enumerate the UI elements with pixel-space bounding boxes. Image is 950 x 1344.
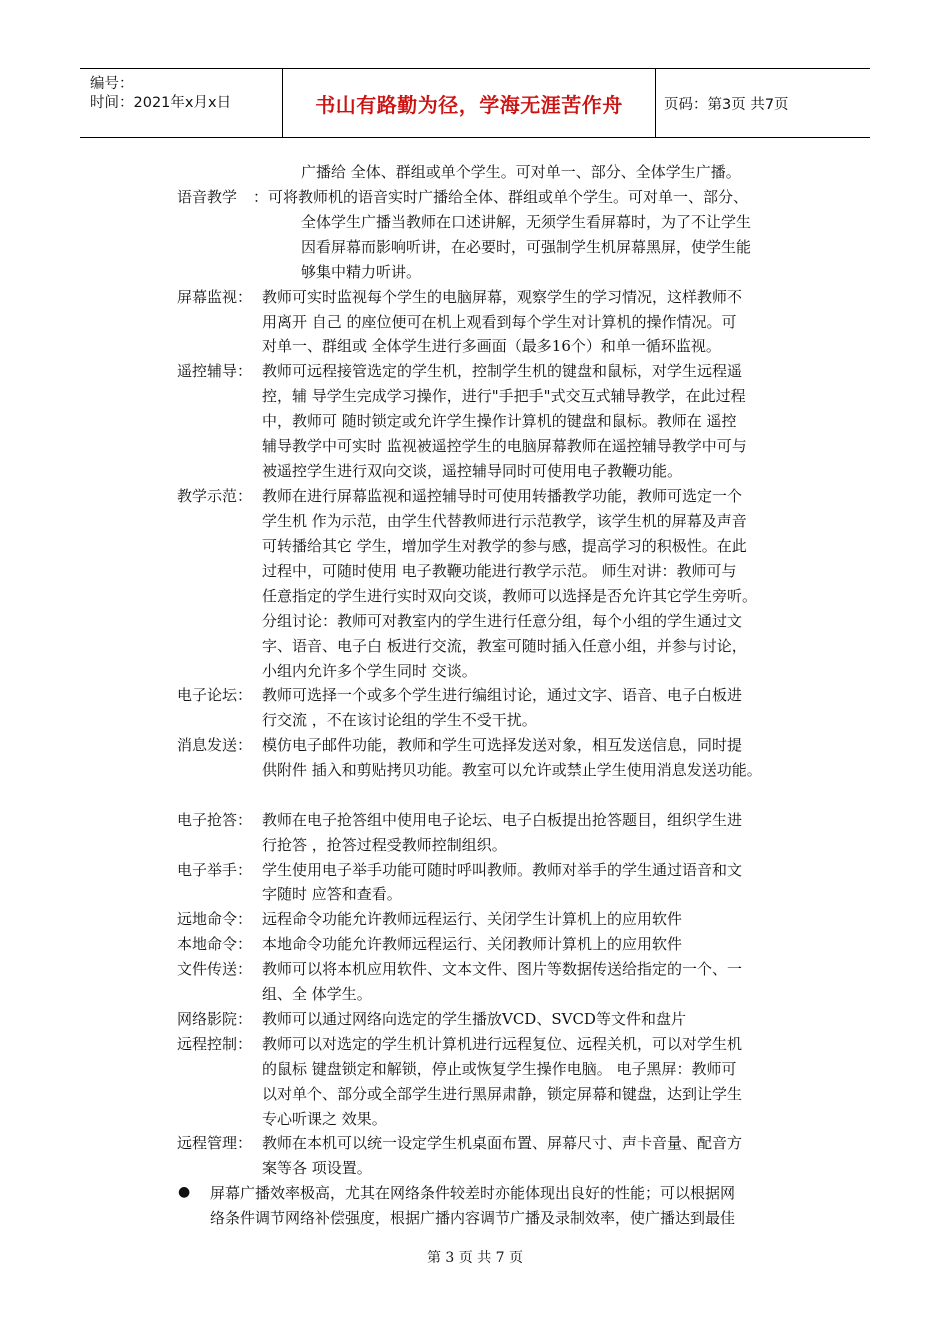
body-line: 广播给 全体、群组或单个学生。可对单一、部分、全体学生广播。: [301, 163, 741, 181]
body-line: 过程中，可随时使用 电子教鞭功能进行教学示范。 师生对讲：教师可与: [262, 562, 737, 580]
term-label: 远程控制：: [177, 1035, 253, 1053]
term-label: 遥控辅导：: [177, 362, 253, 380]
body-line: 小组内允许多个学生同时 交谈。: [262, 662, 477, 680]
body-line: ：可将教师机的语音实时广播给全体、群组或单个学生。可对单一、部分、: [253, 188, 749, 206]
body-line: 以对单个、部分或全部学生进行黑屏肃静，锁定屏幕和键盘，达到让学生: [262, 1085, 743, 1103]
term-label: 电子抢答：: [177, 811, 253, 829]
body-line: 够集中精力听讲。: [301, 263, 422, 281]
term-label: 网络影院：: [177, 1010, 253, 1028]
body-line: 分组讨论：教师可对教室内的学生进行任意分组，每个小组的学生通过文: [262, 612, 743, 630]
body-line: 教师在本机可以统一设定学生机桌面布置、屏幕尺寸、声卡音量、配音方: [262, 1134, 743, 1152]
page-footer: 第 3 页 共 7 页: [426, 1250, 524, 1266]
body-line: 字、语音、电子白 板进行交流，教室可随时插入任意小组，并参与讨论，: [262, 637, 747, 655]
body-line: 学生使用电子举手功能可随时呼叫教师。教师对举手的学生通过语音和文: [262, 861, 743, 879]
body-line: 本地命令功能允许教师远程运行、关闭教师计算机上的应用软件: [262, 935, 683, 953]
term-label: 电子举手：: [177, 861, 253, 879]
term-label: 消息发送：: [177, 736, 253, 754]
bullet-icon: ●: [178, 1184, 191, 1200]
body-line: 因看屏幕而影响听讲，在必要时，可强制学生机屏幕黑屏，使学生能: [301, 238, 752, 256]
body-line: 专心听课之 效果。: [262, 1110, 387, 1128]
body-line: 络条件调节网络补偿强度，根据广播内容调节广播及录制效率，使广播达到最佳: [210, 1209, 736, 1227]
body-line: 被遥控学生进行双向交谈，遥控辅导同时可使用电子教鞭功能。: [262, 462, 683, 480]
body-line: 对单一、群组或 全体学生进行多画面（最多16个）和单一循环监视。: [262, 337, 721, 355]
body-line: 屏幕广播效率极高，尤其在网络条件较差时亦能体现出良好的性能；可以根据网: [210, 1184, 736, 1202]
body-line: 供附件 插入和剪贴拷贝功能。教室可以允许或禁止学生使用消息发送功能。: [262, 761, 762, 779]
body-line: 教师在进行屏幕监视和遥控辅导时可使用转播教学功能，教师可选定一个: [262, 487, 743, 505]
body-line: 模仿电子邮件功能，教师和学生可选择发送对象，相互发送信息，同时提: [262, 736, 743, 754]
body-line: 教师可以将本机应用软件、文本文件、图片等数据传送给指定的一个、一: [262, 960, 743, 978]
body-line: 教师可以对选定的学生机计算机进行远程复位、远程关机，可以对学生机: [262, 1035, 743, 1053]
doc-date: 时间：2021年x月x日: [90, 95, 232, 111]
body-line: 全体学生广播当教师在口述讲解，无须学生看屏幕时，为了不让学生: [301, 213, 752, 231]
body-line: 行交流 ，不在该讨论组的学生不受干扰。: [262, 711, 537, 729]
term-label: 电子论坛：: [177, 686, 253, 704]
header-motto: 书山有路勤为径，学海无涯苦作舟: [283, 69, 656, 137]
term-label: 屏幕监视：: [177, 288, 253, 306]
body-line: 可转播给其它 学生，增加学生对教学的参与感，提高学习的积极性。在此: [262, 537, 747, 555]
body-line: 组、全 体学生。: [262, 985, 372, 1003]
body-line: 教师可实时监视每个学生的电脑屏幕，观察学生的学习情况，这样教师不: [262, 288, 743, 306]
body-line: 教师可远程接管选定的学生机，控制学生机的键盘和鼠标，对学生远程遥: [262, 362, 743, 380]
body-line: 案等各 项设置。: [262, 1159, 372, 1177]
doc-number-label: 编号：: [90, 76, 134, 92]
term-label: 教学示范：: [177, 487, 253, 505]
body-line: 教师可选择一个或多个学生进行编组讨论，通过文字、语音、电子白板进: [262, 686, 743, 704]
header-page-info: 页码：第3页 共7页: [664, 96, 789, 113]
body-line: 远程命令功能允许教师远程运行、关闭学生计算机上的应用软件: [262, 910, 683, 928]
body-line: 的鼠标 键盘锁定和解锁，停止或恢复学生操作电脑。 电子黑屏：教师可: [262, 1060, 737, 1078]
body-line: 行抢答 ，抢答过程受教师控制组织。: [262, 836, 507, 854]
body-line: 字随时 应答和查看。: [262, 885, 402, 903]
body-line: 中，教师可 随时锁定或允许学生操作计算机的键盘和鼠标。教师在 遥控: [262, 412, 737, 430]
term-label: 远程管理：: [177, 1134, 253, 1152]
term-label: 语音教学: [177, 188, 238, 206]
body-line: 辅导教学中可实时 监视被遥控学生的电脑屏幕教师在遥控辅导教学中可与: [262, 437, 747, 455]
body-line: 用离开 自己 的座位便可在机上观看到每个学生对计算机的操作情况。可: [262, 313, 737, 331]
term-label: 本地命令：: [177, 935, 253, 953]
body-line: 教师在电子抢答组中使用电子论坛、电子白板提出抢答题目，组织学生进: [262, 811, 743, 829]
body-line: 控，辅 导学生完成学习操作，进行"手把手"式交互式辅导教学，在此过程: [262, 387, 746, 405]
body-line: 教师可以通过网络向选定的学生播放VCD、SVCD等文件和盘片: [262, 1010, 686, 1028]
term-label: 文件传送：: [177, 960, 253, 978]
body-line: 学生机 作为示范，由学生代替教师进行示范教学，该学生机的屏幕及声音: [262, 512, 747, 530]
body-line: 任意指定的学生进行实时双向交谈，教师可以选择是否允许其它学生旁听。: [262, 587, 758, 605]
term-label: 远地命令：: [177, 910, 253, 928]
